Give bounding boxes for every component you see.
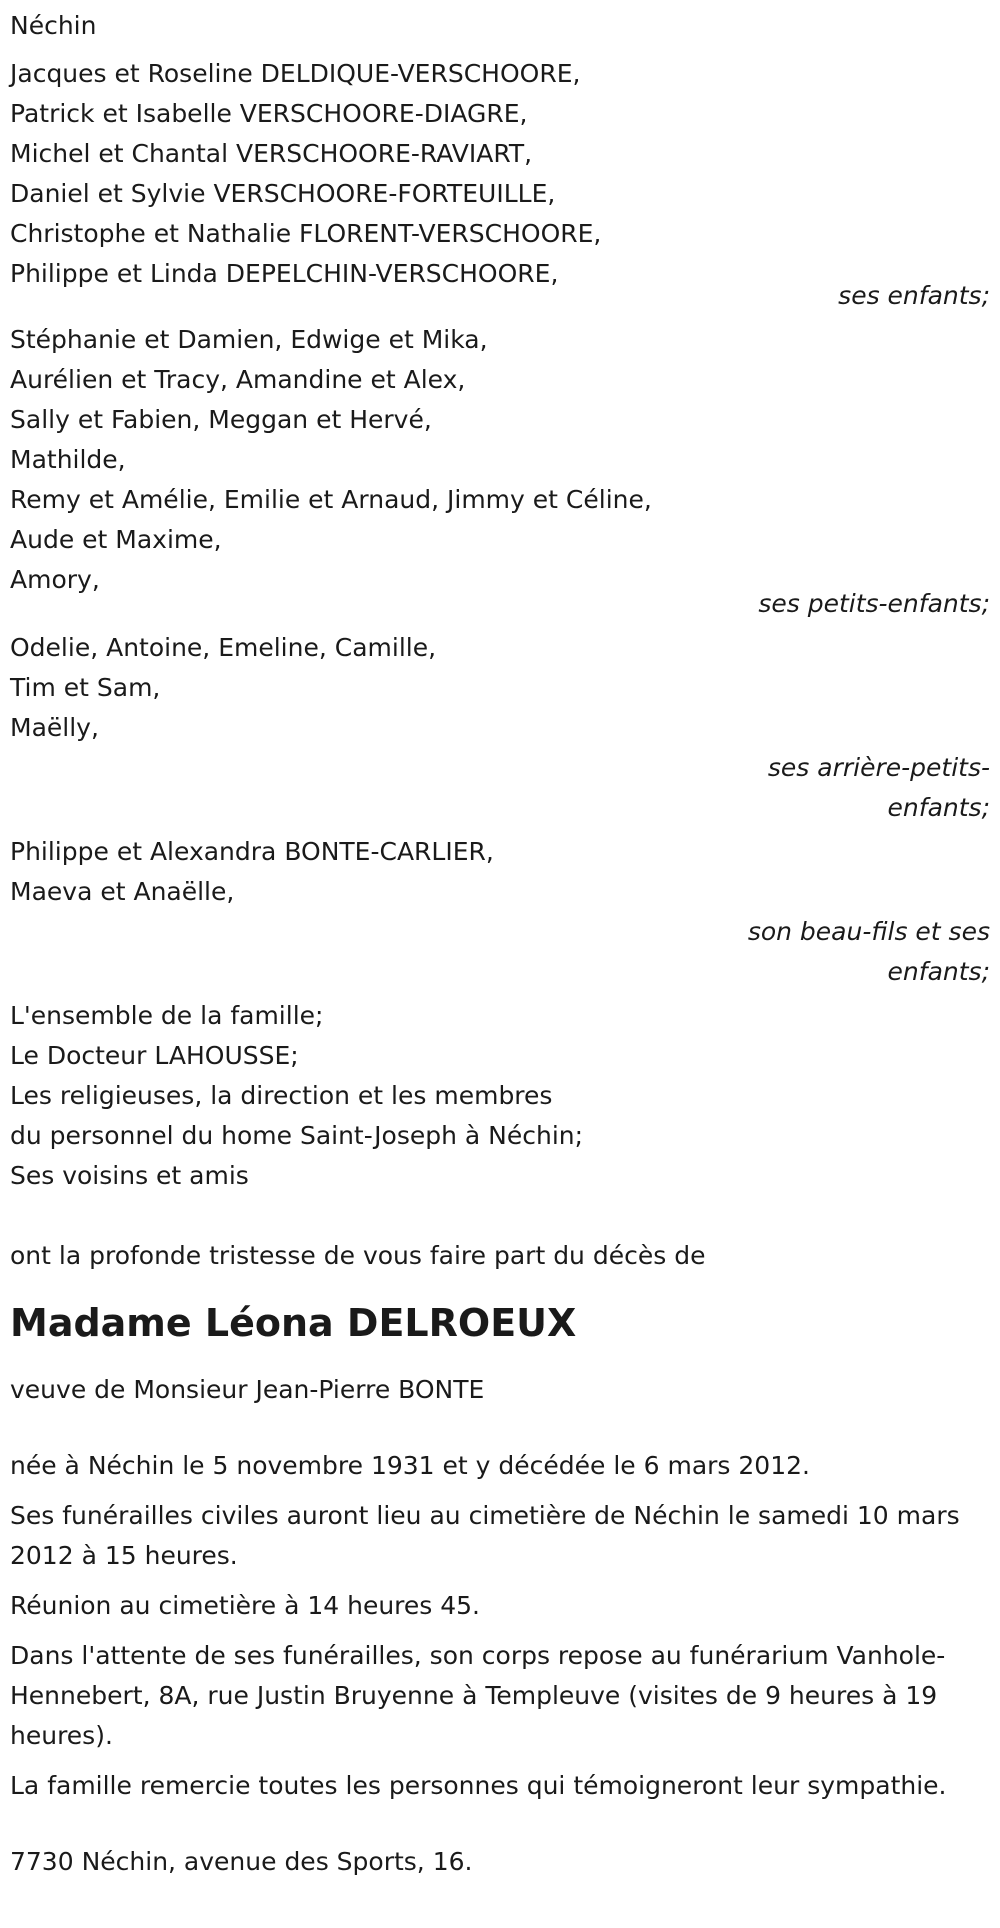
great-grandchildren-block bbox=[10, 628, 988, 828]
other-entry: Le Docteur LAHOUSSE; bbox=[10, 1041, 299, 1070]
birth-death-dates: née à Néchin le 5 novembre 1931 et y décédée le 6 mars 2012. bbox=[10, 1451, 810, 1480]
stepson-entry: Maeva et Anaëlle, bbox=[10, 877, 235, 906]
grandchild-entry: Aurélien et Tracy, Amandine et Alex, bbox=[10, 365, 466, 394]
grandchild-entry: Amory, bbox=[10, 565, 100, 594]
children-role: ses enfants; bbox=[838, 281, 990, 310]
grandchildren-role: ses petits-enfants; bbox=[758, 589, 990, 618]
grandchild-entry: Sally et Fabien, Meggan et Hervé, bbox=[10, 405, 432, 434]
deceased-name: Madame Léona DELROEUX bbox=[10, 1301, 577, 1345]
spacer bbox=[10, 1276, 988, 1298]
stepson-block bbox=[10, 832, 988, 992]
others-block bbox=[10, 996, 988, 1196]
great-grandchildren-role-line2: enfants; bbox=[887, 793, 990, 822]
great-grandchildren-role-line1: ses arrière-petits- bbox=[767, 753, 990, 782]
child-entry: Michel et Chantal VERSCHOORE-RAVIART, bbox=[10, 139, 533, 168]
family-address: 7730 Néchin, avenue des Sports, 16. bbox=[10, 1847, 473, 1876]
stepson-entry: Philippe et Alexandra BONTE-CARLIER, bbox=[10, 837, 494, 866]
widow-of: veuve de Monsieur Jean-Pierre BONTE bbox=[10, 1375, 485, 1404]
child-entry: Philippe et Linda DEPELCHIN-VERSCHOORE, bbox=[10, 259, 559, 288]
stepson-role-line1: son beau-fils et ses bbox=[747, 917, 990, 946]
announcement: ont la profonde tristesse de vous faire part du décès de bbox=[10, 1241, 706, 1270]
child-entry: Jacques et Roseline DELDIQUE-VERSCHOORE, bbox=[10, 59, 581, 88]
grandchild-entry: Remy et Amélie, Emilie et Arnaud, Jimmy et Céline, bbox=[10, 485, 652, 514]
meeting-details: Réunion au cimetière à 14 heures 45. bbox=[10, 1591, 481, 1620]
grandchild-entry: Mathilde, bbox=[10, 445, 126, 474]
thanks-message: La famille remercie toutes les personnes qui témoigneront leur sympathie. bbox=[10, 1771, 947, 1800]
great-grandchild-entry: Odelie, Antoine, Emeline, Camille, bbox=[10, 633, 437, 662]
child-entry: Christophe et Nathalie FLORENT-VERSCHOORE, bbox=[10, 219, 602, 248]
funeral-details: Ses funérailles civiles auront lieu au cimetière de Néchin le samedi 10 mars 2012 à 15 heures. bbox=[10, 1501, 960, 1570]
spacer bbox=[10, 1348, 988, 1370]
spacer bbox=[10, 1410, 988, 1446]
stepson-role-line2: enfants; bbox=[887, 957, 990, 986]
grandchild-entry: Stéphanie et Damien, Edwige et Mika, bbox=[10, 325, 488, 354]
spacer bbox=[10, 1816, 988, 1842]
grandchild-entry: Aude et Maxime, bbox=[10, 525, 222, 554]
grandchildren-block bbox=[10, 320, 988, 624]
great-grandchild-entry: Tim et Sam, bbox=[10, 673, 161, 702]
viewing-details: Dans l'attente de ses funérailles, son corps repose au funérarium Vanhole-Hennebert, 8A, rue Justin Bruyenne à Templeuve (visites de 9 heures à 19 heures). bbox=[10, 1641, 946, 1750]
child-entry: Patrick et Isabelle VERSCHOORE-DIAGRE, bbox=[10, 99, 528, 128]
other-entry: du personnel du home Saint-Joseph à Néchin; bbox=[10, 1121, 584, 1150]
location-header: Néchin bbox=[10, 11, 97, 40]
spacer bbox=[10, 1196, 988, 1236]
other-entry: Ses voisins et amis bbox=[10, 1161, 249, 1190]
children-block bbox=[10, 54, 988, 316]
great-grandchild-entry: Maëlly, bbox=[10, 713, 99, 742]
other-entry: L'ensemble de la famille; bbox=[10, 1001, 324, 1030]
other-entry: Les religieuses, la direction et les membres bbox=[10, 1081, 553, 1110]
child-entry: Daniel et Sylvie VERSCHOORE-FORTEUILLE, bbox=[10, 179, 556, 208]
